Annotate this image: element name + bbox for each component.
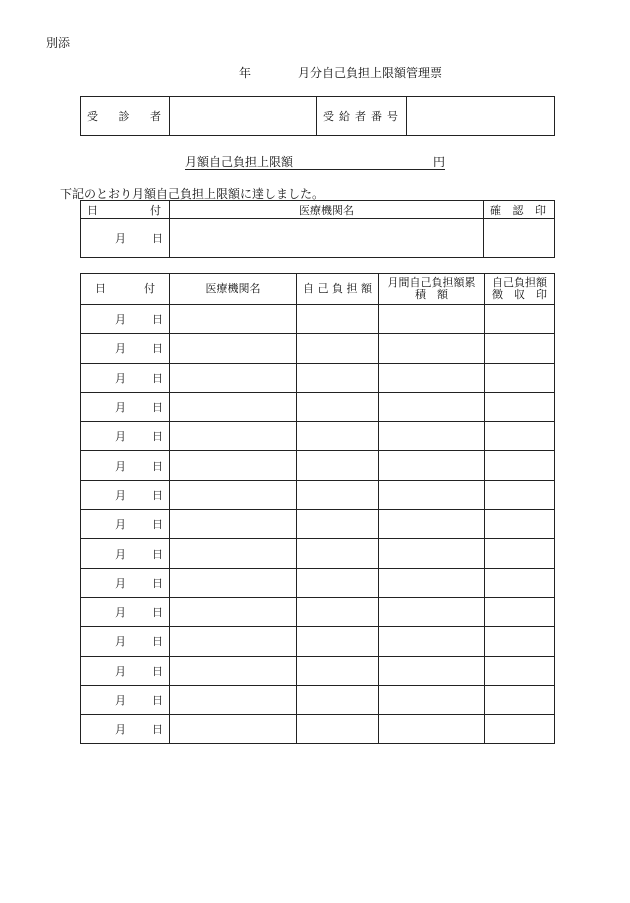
patient-label-char: 受 [87, 110, 98, 123]
record-date-cell[interactable] [81, 597, 170, 626]
recipient-number-field[interactable] [407, 97, 555, 136]
record-copay-cell[interactable] [297, 392, 379, 421]
confirm-stamp-header [484, 201, 555, 219]
record-copay-cell[interactable] [297, 597, 379, 626]
day-label: 日 [152, 313, 163, 327]
table-row [81, 422, 555, 451]
record-collection-cell[interactable] [485, 392, 555, 421]
record-institution-cell[interactable] [170, 480, 297, 509]
confirm-date-header [81, 201, 170, 219]
day-label: 日 [152, 723, 163, 737]
table-row [81, 480, 555, 509]
confirm-date-cell[interactable] [81, 219, 170, 258]
record-collection-cell[interactable] [485, 656, 555, 685]
record-collection-cell[interactable] [485, 715, 555, 744]
day-label: 日 [152, 518, 163, 532]
record-collection-cell[interactable] [485, 422, 555, 451]
annex-label: 別添 [46, 36, 71, 50]
table-row [81, 656, 555, 685]
month-label: 月 [115, 232, 126, 245]
day-label: 日 [152, 635, 163, 649]
record-cumulative-cell[interactable] [379, 539, 485, 568]
record-date-cell[interactable] [81, 539, 170, 568]
record-date-cell[interactable] [81, 568, 170, 597]
record-institution-cell[interactable] [170, 597, 297, 626]
day-label: 日 [152, 430, 163, 444]
record-copay-header: 自 己 負 担 額 [297, 274, 379, 305]
confirm-stamp-cell[interactable] [484, 219, 555, 258]
day-label: 日 [152, 342, 163, 356]
day-label: 日 [152, 694, 163, 707]
recipient-label-char: 給 [339, 110, 350, 123]
record-cumulative-cell[interactable] [379, 334, 485, 363]
record-copay-cell[interactable] [297, 510, 379, 539]
record-cumulative-cell[interactable] [379, 305, 485, 334]
record-collection-cell[interactable] [485, 539, 555, 568]
record-institution-header: 医療機関名 [170, 274, 297, 305]
record-copay-cell[interactable] [297, 715, 379, 744]
table-row [81, 597, 555, 626]
record-copay-cell[interactable] [297, 539, 379, 568]
record-cumulative-cell[interactable] [379, 392, 485, 421]
month-label: 月 [115, 635, 126, 649]
monthly-limit-label: 月額自己負担上限額 [185, 155, 294, 169]
day-label: 日 [152, 547, 163, 561]
table-row [81, 510, 555, 539]
table-row [81, 363, 555, 392]
record-cumulative-cell[interactable] [379, 451, 485, 480]
record-copay-cell[interactable] [297, 451, 379, 480]
record-institution-cell[interactable] [170, 392, 297, 421]
record-date-cell[interactable] [81, 422, 170, 451]
title-main: 月分自己負担上限額管理票 [298, 66, 443, 80]
record-institution-cell[interactable] [170, 568, 297, 597]
day-label: 日 [152, 606, 163, 620]
record-institution-cell[interactable] [170, 334, 297, 363]
recipient-label-char: 受 [323, 110, 334, 123]
monthly-limit-underline[interactable] [185, 169, 445, 170]
month-label: 月 [115, 371, 126, 385]
month-label: 月 [115, 606, 126, 620]
record-collection-cell[interactable] [485, 363, 555, 392]
recipient-label-char: 者 [355, 110, 366, 123]
confirm-header-char: 確 [490, 203, 501, 217]
patient-info-table [80, 96, 555, 136]
record-collection-cell[interactable] [485, 568, 555, 597]
record-date-cell[interactable] [81, 480, 170, 509]
confirm-institution-cell[interactable] [170, 219, 484, 258]
month-label: 月 [115, 723, 126, 737]
day-label: 日 [152, 459, 163, 473]
month-label: 月 [115, 518, 126, 532]
record-date-cell[interactable] [81, 334, 170, 363]
table-row [81, 685, 555, 714]
table-row [81, 568, 555, 597]
confirm-header-char: 認 [512, 203, 524, 217]
record-institution-cell[interactable] [170, 451, 297, 480]
patient-label-cell [81, 97, 170, 136]
table-row [81, 451, 555, 480]
record-copay-cell[interactable] [297, 568, 379, 597]
record-copay-cell[interactable] [297, 627, 379, 656]
record-cumulative-cell[interactable] [379, 510, 485, 539]
collection-header-line2: 徴 収 印 [492, 288, 547, 301]
record-institution-cell[interactable] [170, 305, 297, 334]
month-label: 月 [115, 547, 126, 561]
record-date-header [81, 274, 170, 305]
record-date-cell[interactable] [81, 305, 170, 334]
title-year-label: 年 [239, 66, 252, 80]
day-label: 日 [152, 488, 163, 502]
confirm-header-char: 印 [535, 203, 546, 217]
record-institution-cell[interactable] [170, 715, 297, 744]
table-row [81, 539, 555, 568]
date-header-char: 日 [95, 282, 106, 295]
record-institution-cell[interactable] [170, 510, 297, 539]
day-label: 日 [152, 401, 163, 415]
month-label: 月 [115, 488, 126, 502]
record-cumulative-cell[interactable] [379, 715, 485, 744]
record-institution-cell[interactable] [170, 685, 297, 714]
record-collection-cell[interactable] [485, 305, 555, 334]
record-collection-cell[interactable] [485, 627, 555, 656]
record-copay-cell[interactable] [297, 305, 379, 334]
record-cumulative-cell[interactable] [379, 656, 485, 685]
record-collection-cell[interactable] [485, 451, 555, 480]
confirm-institution-header: 医療機関名 [170, 201, 484, 219]
date-header-char: 付 [144, 282, 155, 295]
record-date-cell[interactable] [81, 451, 170, 480]
month-label: 月 [115, 664, 126, 678]
limit-confirmation-table [80, 200, 555, 258]
month-label: 月 [115, 430, 126, 444]
month-label: 月 [115, 401, 126, 415]
patient-name-field[interactable] [170, 97, 317, 136]
record-copay-cell[interactable] [297, 480, 379, 509]
record-collection-cell[interactable] [485, 685, 555, 714]
month-label: 月 [115, 459, 126, 473]
record-copay-cell[interactable] [297, 363, 379, 392]
record-institution-cell[interactable] [170, 656, 297, 685]
record-cumulative-cell[interactable] [379, 597, 485, 626]
record-cumulative-cell[interactable] [379, 568, 485, 597]
patient-label-char: 診 [118, 110, 130, 123]
recipient-label-char: 号 [387, 110, 398, 123]
month-label: 月 [115, 694, 126, 707]
recipient-number-label-cell [317, 97, 407, 136]
record-institution-cell[interactable] [170, 422, 297, 451]
month-label: 月 [115, 576, 126, 590]
record-collection-cell[interactable] [485, 334, 555, 363]
record-cumulative-header [379, 274, 485, 305]
record-copay-cell[interactable] [297, 656, 379, 685]
day-label: 日 [152, 664, 163, 678]
day-label: 日 [152, 371, 163, 385]
record-collection-cell[interactable] [485, 480, 555, 509]
patient-label-char: 者 [150, 110, 161, 123]
record-collection-cell[interactable] [485, 510, 555, 539]
monthly-limit-unit: 円 [432, 155, 445, 169]
record-date-cell[interactable] [81, 627, 170, 656]
cumulative-header-line2: 積 額 [415, 288, 448, 301]
record-cumulative-cell[interactable] [379, 627, 485, 656]
record-date-cell[interactable] [81, 510, 170, 539]
month-label: 月 [115, 313, 126, 327]
record-copay-cell[interactable] [297, 334, 379, 363]
record-date-cell[interactable] [81, 656, 170, 685]
date-header-char: 日 [87, 203, 98, 217]
record-cumulative-cell[interactable] [379, 363, 485, 392]
record-date-cell[interactable] [81, 715, 170, 744]
record-date-cell[interactable] [81, 685, 170, 714]
record-date-cell[interactable] [81, 363, 170, 392]
day-label: 日 [152, 576, 163, 590]
table-row [81, 392, 555, 421]
collection-header-line1: 自己負担額 [492, 276, 547, 289]
table-row [81, 715, 555, 744]
date-header-char: 付 [150, 203, 161, 217]
record-institution-cell[interactable] [170, 539, 297, 568]
record-copay-cell[interactable] [297, 422, 379, 451]
cumulative-header-line1: 月間自己負担額累 [387, 276, 476, 289]
recipient-label-char: 番 [371, 110, 382, 123]
record-cumulative-cell[interactable] [379, 480, 485, 509]
record-copay-cell[interactable] [297, 685, 379, 714]
day-label: 日 [152, 232, 163, 245]
record-institution-cell[interactable] [170, 627, 297, 656]
record-collection-cell[interactable] [485, 597, 555, 626]
limit-reached-notice: 下記のとおり月額自己負担上限額に達しました。 [60, 187, 325, 201]
table-row [81, 305, 555, 334]
record-cumulative-cell[interactable] [379, 422, 485, 451]
record-date-cell[interactable] [81, 392, 170, 421]
table-row [81, 627, 555, 656]
record-collection-header [485, 274, 555, 305]
record-cumulative-cell[interactable] [379, 685, 485, 714]
month-label: 月 [115, 342, 126, 356]
copay-record-table [80, 273, 555, 744]
table-row [81, 334, 555, 363]
record-institution-cell[interactable] [170, 363, 297, 392]
